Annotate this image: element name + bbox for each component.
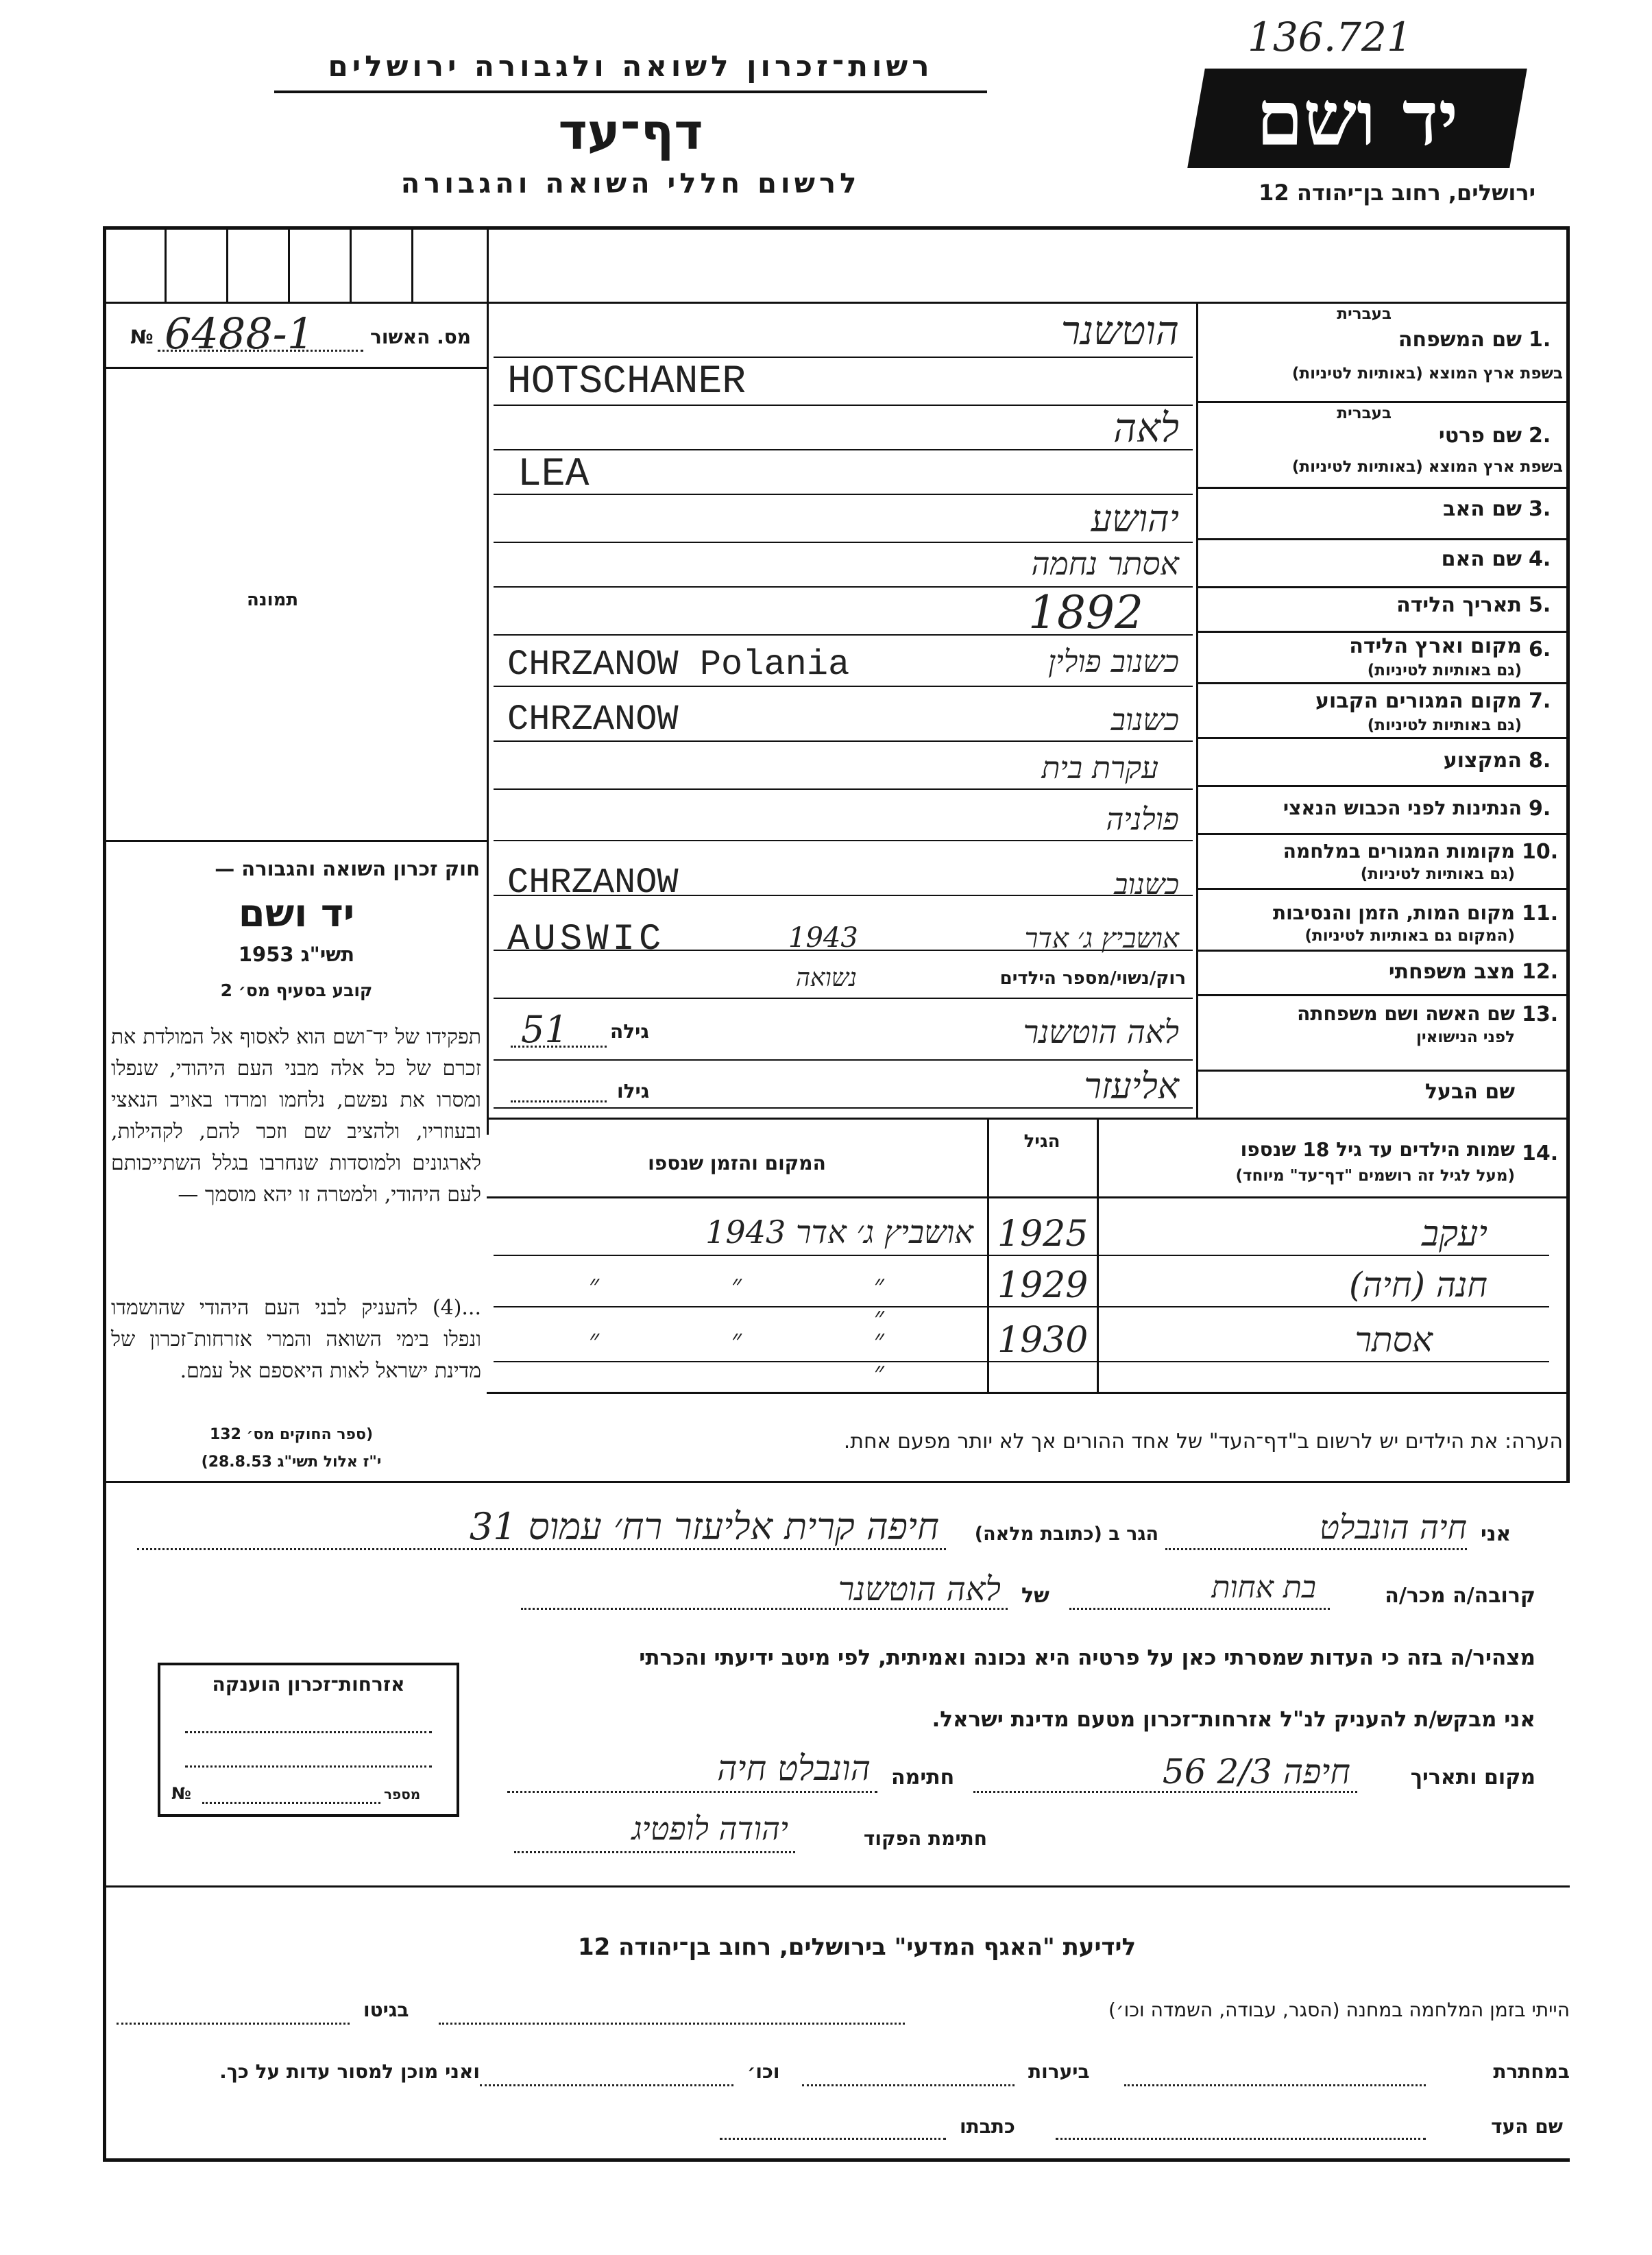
field-4-label: שם האם [1441,547,1522,571]
archive-number: 136.721 [1248,14,1412,60]
photo-label: תמונה [247,590,299,610]
citizenship-no-mark: № [171,1784,191,1803]
org-line: רשות־זכרון לשואה ולגבורה ירושלים [328,49,934,83]
decl-lives-at: הגר ב (כתובת מלאה) [974,1523,1158,1545]
field-6-number: 6. [1529,638,1551,662]
field-10-hebrew-value: כשנוב [1114,867,1179,901]
children-place-header: המקום והזמן שנספו [648,1152,826,1174]
frame-top [103,226,1570,230]
yad-vashem-logo: יד ושם [1187,69,1527,168]
citizenship-title: אזרחות־זכרון הוענקה [212,1673,405,1696]
frame-left [103,226,106,2160]
field-6-latin-value: CHRZANOW Polania [507,644,850,685]
decl-place-date-dots [973,1791,1357,1793]
grid-line [487,230,489,1135]
registry-dots [158,350,363,352]
child-2-place: ״ ״ ״ ״ [588,1269,946,1333]
footer-line2-d: ואני מוכן למסור עדות על כך. [219,2060,480,2083]
law-ref-2: י"ז אלול תשי"ג 28.8.53) [201,1454,382,1471]
footer-line2-dots-c [480,2084,733,2086]
hand-line [494,686,1193,687]
footer-line2-c: וכו׳ [747,2060,780,2083]
law-body-2: ...(4) להעניק לבני העם היהודי שהושמדו ונפלו בימי השואה והמרי אזרחות־זכרון של מדינת ישראל לאות היאספם אל עמם. [111,1296,481,1383]
decl-officer-dots [514,1851,795,1853]
row-line [1196,586,1566,588]
field-8-label: המקצוע [1443,749,1522,773]
field-12-value: נשואה [795,964,857,992]
field-7-latin-value: CHRZANOW [507,699,679,740]
field-6-hebrew-value: כשנוב פולין [1047,644,1179,679]
grid-line [487,1118,1570,1120]
field-11-number: 11. [1522,902,1559,926]
field-13-number: 13. [1522,1002,1559,1026]
field-2-hebrew-value: לאה [1113,405,1179,451]
field-10-sub: (גם באותיות לטיניות) [1360,865,1515,883]
decl-relation-dots [1069,1608,1330,1610]
registry-no-mark: № [130,326,154,348]
field-2-label: שם פרטי [1438,424,1522,448]
hand-line [494,542,1193,543]
law-year: תשי"ג 1953 [238,943,355,966]
field-2-number: 2. [1529,424,1551,448]
field-5-number: 5. [1529,593,1551,617]
footer-line1-dots-b [117,2023,350,2025]
field-1-number: 1. [1529,328,1551,352]
decl-signature: הונבלט חיה [717,1748,871,1788]
decl-place-date-label: מקום ותאריך [1410,1765,1535,1789]
row-line [1196,487,1566,489]
decl-address-dots [137,1548,946,1550]
row-line [1196,994,1566,996]
field-8-number: 8. [1529,749,1551,773]
grid-line [106,367,487,369]
law-ref-1: (ספר החוקים מס׳ 132 [209,1426,374,1443]
field-1-hebrew-tag: בעברית [1337,305,1392,323]
decl-relative-label: קרובה/ה מכר/ה [1385,1584,1535,1608]
form-title: דף־עד [558,103,703,160]
frame-right [1566,226,1570,1481]
row-line [1196,682,1566,684]
field-7-label: מקום המגורים הקבוע [1315,689,1522,713]
law-heading: חוק זכרון השואה והגבורה — [215,857,480,880]
child-1-place: אושביץ ג׳ אדר 1943 [705,1214,973,1251]
field-5-label: תאריך הלידה [1396,593,1522,617]
hand-line [494,740,1193,742]
row-line [1196,401,1566,403]
field-2-latin-value: LEA [518,453,590,497]
children-number: 14. [1522,1142,1559,1166]
footer-line1-b: בגיטו [363,1999,409,2021]
field-9-label: הנתינות לפני הכבוש הנאצי [1283,797,1522,819]
field-9-value: פולניה [1106,802,1179,837]
decl-address: חיפה קרית אליעזר רח׳ עמוס 31 [469,1505,939,1548]
hand-line [494,1107,1193,1109]
husband-age-dots [511,1100,607,1102]
hand-line [494,840,1193,841]
decl-of-name-dots [521,1608,1008,1610]
row-line [1196,631,1566,633]
footer-line2-b: ביערות [1028,2060,1090,2083]
footer-line3-dots-b [720,2138,946,2140]
child-3-age: 1930 [997,1320,1089,1361]
children-age-header: הגיל [1023,1131,1060,1152]
row-line [1196,833,1566,835]
footer-line2-dots-b [802,2084,1015,2086]
field-13-age-label: גילה [610,1020,649,1043]
grid-line [103,1481,1570,1483]
field-7-hebrew-value: כשנוב [1110,703,1179,738]
decl-officer-label: חתימת הפקוד [863,1827,987,1850]
decl-signature-dots [507,1791,877,1793]
hand-line [494,788,1193,790]
registry-label: מס. האשור [370,326,471,348]
row-line [1196,737,1566,739]
field-3-value: יהושע [1091,497,1179,540]
child-3-name: אסתר [1355,1320,1433,1360]
field-10-latin-value: CHRZANOW [507,863,679,903]
decl-signature-label: חתימה [891,1765,955,1789]
field-1-hebrew-value: הוטשנר [1060,307,1179,354]
field-6-label: מקום וארץ הלידה [1349,634,1522,658]
field-13-sub: לפני הנישואין [1416,1028,1515,1046]
decl-relation: בת אחות [1211,1570,1316,1605]
field-12-number: 12. [1522,960,1559,984]
field-7-number: 7. [1529,689,1551,713]
field-9-number: 9. [1529,797,1551,821]
footer-line1-dots-a [439,2023,905,2025]
hand-line [494,494,1193,495]
hand-line [494,1059,1193,1061]
field-1-sub: בשפת ארץ המוצא (באותיות לטיניות) [1291,365,1563,383]
decl-name: חיה הונבלט [1320,1508,1467,1547]
footer-line1-a: הייתי בזמן המלחמה במחנה (הסגר, עבודה, השמדה וכו׳) [1108,1999,1570,2021]
decl-name-dots [1165,1548,1467,1550]
decl-officer-signature: יהודה לופטיג [631,1810,788,1847]
husband-age-label: גילו [617,1080,650,1102]
field-11-label: מקום המות, הזמן והנסיבות [1272,902,1515,924]
field-3-label: שם האב [1443,497,1522,521]
field-8-value: עקרת בית [1041,751,1158,786]
grid-line [103,302,1570,304]
children-label: שמות הילדים עד גיל 18 שנספו [1240,1138,1515,1161]
field-1-latin-value: HOTSCHANER [507,360,746,405]
footer-line3-dots-a [1056,2138,1426,2140]
grid-line [106,840,487,842]
husband-label: שם הבעל [1424,1080,1515,1104]
grid-line [487,1196,1570,1198]
field-13-label: שם האשה ושם משפחתה [1297,1002,1515,1025]
form-subtitle: לרשום חללי השואה והגבורה [400,168,861,200]
row-line [1196,538,1566,540]
decl-of-name: לאה הוטשנר [838,1570,1001,1608]
header-address: ירושלים, רחוב בן־יהודה 12 [1259,180,1535,206]
field-7-sub: (גם באותיות לטיניות) [1367,716,1522,734]
field-13-age-dots [511,1046,607,1048]
field-1-label: שם המשפחה [1398,328,1522,352]
grid-line [288,230,290,302]
frame-bottom [103,2158,1570,2162]
field-3-number: 3. [1529,497,1551,521]
child-2-age: 1929 [997,1265,1089,1306]
field-13-value: לאה הוטשנר [1023,1013,1179,1050]
field-10-number: 10. [1522,840,1559,864]
citizenship-dots-1 [185,1731,432,1733]
footer-line3-a: שם העד [1491,2115,1563,2138]
children-note: הערה: את הילדים יש לרשום ב"דף־העד" של אחד ההורים אך לא יותר מפעם אחת. [843,1430,1563,1454]
citizenship-number-dots [202,1802,380,1804]
grid-line [411,230,413,302]
grid-line [487,1392,1570,1394]
field-11-sub: (המקום גם באותיות לטיניות) [1304,927,1515,945]
field-11-hebrew-value: אושביץ ג׳ אדר [1024,923,1179,954]
law-name: יד ושם [238,891,355,936]
citizenship-number-label: מספר [384,1786,421,1802]
child-3-place: ״ ״ ״ ״ [588,1324,946,1388]
footer-line2-dots-a [1124,2084,1426,2086]
footer-line3-b: כתבתו [960,2115,1015,2138]
law-clause: קובע בסעיף מס׳ 2 [220,980,373,1000]
field-12-label: מצב משפחתי [1388,960,1515,984]
row-line [1196,950,1566,952]
husband-value: אליעזר [1084,1066,1179,1107]
row-line [1196,1070,1566,1072]
grid-line [494,1255,1549,1256]
decl-request: אני מבקש/ת להעניק לנ"ל אזרחות־זכרון מטעם מדינת ישראל. [932,1707,1535,1732]
citizenship-dots-2 [185,1765,432,1768]
field-4-number: 4. [1529,547,1551,571]
footer-title: לידיעת "האגף המדעי" בירושלים, רחוב בן־יהודה 12 [577,1933,1137,1961]
decl-ani: אני [1481,1522,1511,1546]
field-11-latin-value: AUSWIC [507,919,666,961]
field-6-sub: (גם באותיות לטיניות) [1367,662,1522,679]
decl-place-date: חיפה 2/3 56 [1162,1752,1350,1792]
child-2-name: חנה (חיה) [1348,1265,1487,1305]
decl-statement: מצהיר/ה בזה כי העדות שמסרתי כאן על פרטיה היא נכונה ואמיתית, לפי מיטב ידיעתי והכרתי [639,1645,1535,1670]
row-line [1196,785,1566,787]
field-4-value: אסתר נחמה [1031,545,1179,582]
registry-value: 6488-1 [165,309,315,359]
grid-line [226,230,228,302]
law-body: תפקידו של יד־ושם הוא לאסוף אל המולדת את זכרם של כל אלה מבני העם היהודי, שנפלו ומסרו את נפשם, נלחמו ומרדו באויב הנאצי ובעוזריו, ולהציב שם וזכר להם, לקהילות, לארגונים ולמוסדות שנחרבו בגלל השתייכותם לעם היהודי, ולמטרה זו יהא מוסמך — [111,1025,481,1207]
field-2-hebrew-tag: בעברית [1337,405,1392,422]
grid-line [350,230,352,302]
child-1-age: 1925 [997,1214,1089,1255]
field-10-label: מקומות המגורים במלחמה [1283,840,1515,863]
hand-line [494,998,1193,999]
hand-line [494,357,1193,358]
field-5-value: 1892 [1028,586,1143,639]
row-line [1196,888,1566,890]
grid-line [165,230,167,302]
grid-line [103,1885,1570,1888]
footer-line2-a: במחתרת [1493,2060,1570,2083]
org-underline [274,91,987,93]
field-12-options: רוק/נשוי/מספר הילדים [999,968,1186,989]
field-2-sub: בשפת ארץ המוצא (באותיות לטיניות) [1291,458,1563,476]
decl-of: של [1021,1584,1049,1608]
child-1-name: יעקב [1422,1214,1487,1255]
field-13-age: 51 [521,1008,568,1051]
field-11-year: 1943 [788,922,858,954]
children-sub: (מעל לגיל זה רושמים "דף־עד" מיוחד) [1235,1167,1515,1185]
